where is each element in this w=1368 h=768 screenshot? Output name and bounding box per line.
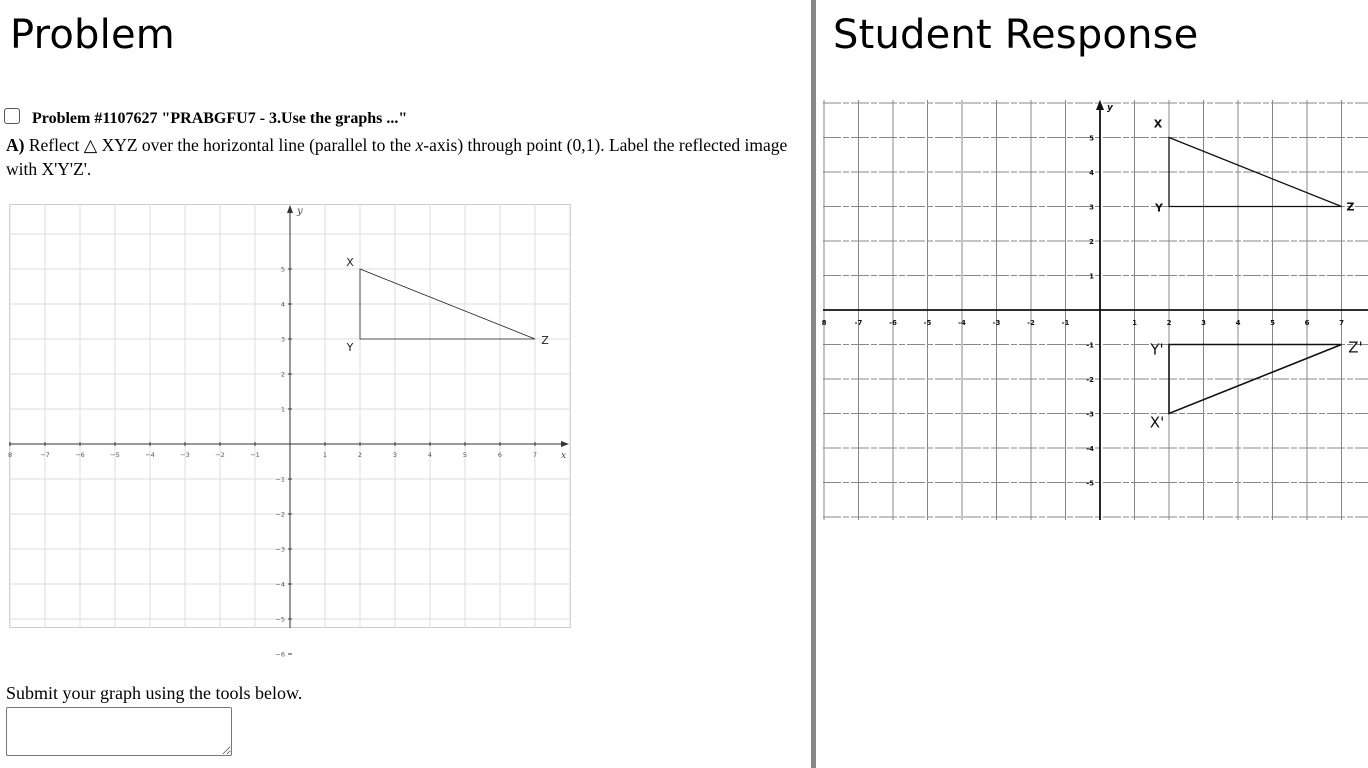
x-tick-label: 3 <box>1201 319 1206 327</box>
statement-text-2: XYZ over the horizontal line (parallel to the <box>101 135 412 155</box>
statement-text-3: -axis) through point (0,1). Label the reflected <box>423 135 741 155</box>
problem-coordinate-graph <box>7 204 571 659</box>
x-axis-label: x <box>561 451 567 461</box>
x-tick-label: 3 <box>392 451 398 459</box>
y-tick-label: -1 <box>1086 341 1094 350</box>
x-tick-label: −3 <box>180 451 190 459</box>
y-tick-label: 5 <box>280 265 285 274</box>
y-tick-label: −4 <box>275 580 285 589</box>
y-tick-label: -3 <box>1086 410 1094 419</box>
statement-text-4: image with X'Y'Z'. <box>6 135 788 179</box>
x-tick-label: 4 <box>427 451 433 459</box>
y-tick-label: 1 <box>1089 272 1094 281</box>
y-tick-label: 5 <box>1089 134 1094 143</box>
x-tick-label: 2 <box>1166 319 1172 327</box>
problem-statement <box>6 133 796 181</box>
vertex-label-z: Z <box>541 334 549 347</box>
y-tick-label: 1 <box>280 405 285 414</box>
x-tick-label: 5 <box>1270 319 1275 327</box>
statement-text-1: Reflect <box>28 135 80 155</box>
y-tick-label: 2 <box>280 370 285 379</box>
x-tick-label: −7 <box>40 451 50 459</box>
x-tick-label: -2 <box>1027 319 1035 327</box>
vertex-label-y: Y <box>1155 201 1163 215</box>
x-tick-label: −1 <box>250 451 260 459</box>
part-label: A) <box>6 135 25 155</box>
x-tick-label: 7 <box>532 451 538 459</box>
x-tick-label: 7 <box>1339 319 1344 327</box>
vertex-label-x: X <box>1153 117 1163 131</box>
x-tick-label: 1 <box>322 451 328 459</box>
x-tick-label: -7 <box>854 319 863 327</box>
x-tick-label: -4 <box>958 319 966 327</box>
problem-panel-title: Problem <box>10 12 175 58</box>
vertex-label-y-prime: Y' <box>1150 340 1164 359</box>
y-axis-label: y <box>297 206 303 217</box>
vertex-label-x: X <box>346 256 354 269</box>
submit-prompt: Submit your graph using the tools below. <box>6 683 303 703</box>
x-tick-label: 6 <box>497 451 503 459</box>
y-tick-label: −5 <box>275 615 285 624</box>
y-tick-label: 4 <box>1089 169 1094 177</box>
x-tick-label: -6 <box>889 319 897 327</box>
x-tick-label: 2 <box>357 451 363 459</box>
y-tick-label: −3 <box>275 545 285 554</box>
x-tick-label: 4 <box>1235 319 1241 327</box>
x-tick-label: −4 <box>145 451 155 459</box>
y-tick-label: 3 <box>280 335 285 344</box>
x-tick-label: 1 <box>1132 319 1137 327</box>
axis-variable: x <box>415 135 424 155</box>
y-tick-label: 4 <box>280 300 285 309</box>
problem-title: Problem #1107627 "PRABGFU7 - 3.Use the graphs ..." <box>32 110 408 127</box>
y-axis-label: y <box>1107 103 1113 113</box>
y-tick-label: 3 <box>1089 203 1094 212</box>
y-tick-label: -2 <box>1086 376 1094 384</box>
vertex-label-y: Y <box>346 341 354 354</box>
y-tick-label: −1 <box>275 475 285 484</box>
problem-select-checkbox[interactable] <box>4 108 20 124</box>
y-tick-label: -4 <box>1086 445 1094 453</box>
vertex-label-z-prime: Z' <box>1348 338 1363 357</box>
vertex-label-x-prime: X' <box>1149 413 1165 432</box>
x-tick-label: 5 <box>462 451 468 459</box>
x-tick-label: −5 <box>110 451 120 459</box>
student-response-title: Student Response <box>833 12 1199 58</box>
x-tick-label: -1 <box>1061 319 1070 327</box>
answer-input[interactable] <box>6 707 232 756</box>
triangle-symbol: △ <box>83 135 98 155</box>
x-tick-label: −6 <box>75 451 85 459</box>
y-tick-label: -5 <box>1086 479 1094 488</box>
x-tick-label: -3 <box>992 319 1001 327</box>
x-tick-label: 8 <box>7 451 13 459</box>
panel-divider <box>811 0 816 768</box>
student-response-image <box>823 100 1368 520</box>
x-tick-label: −2 <box>215 451 225 459</box>
y-tick-label: −2 <box>275 510 285 519</box>
vertex-label-z: Z <box>1346 200 1355 214</box>
x-tick-label: -5 <box>923 319 932 327</box>
y-tick-label: −6 <box>275 650 285 659</box>
y-tick-label: 2 <box>1089 238 1094 246</box>
x-tick-label: 8 <box>821 319 827 327</box>
x-tick-label: 6 <box>1304 319 1310 327</box>
